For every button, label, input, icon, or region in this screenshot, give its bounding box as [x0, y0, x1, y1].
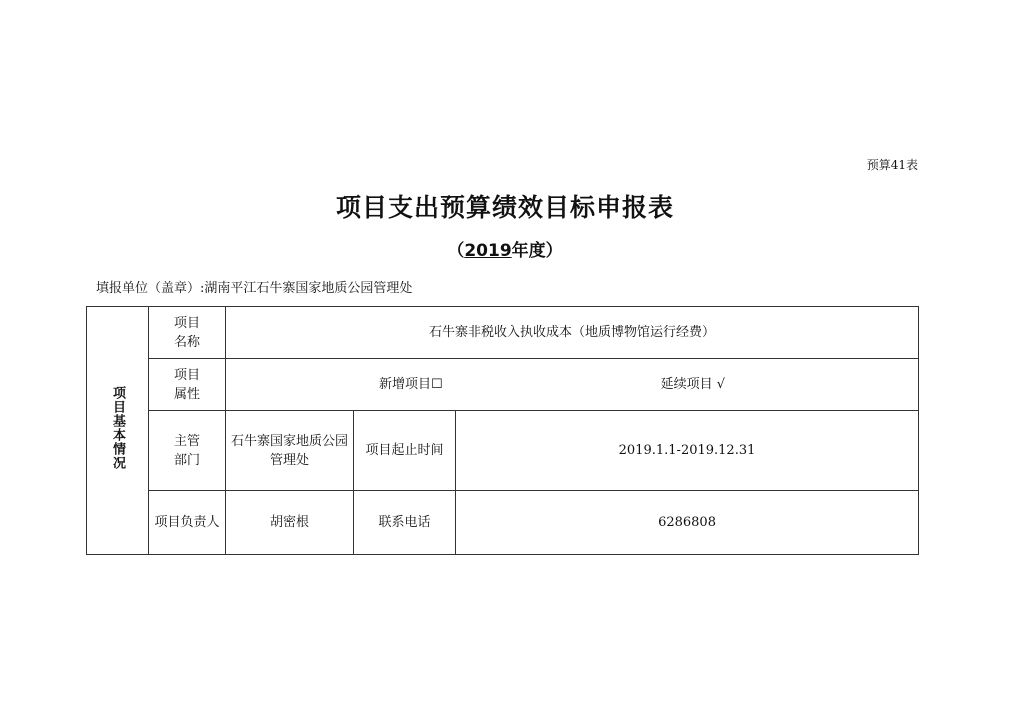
section-label-cell: [87, 307, 149, 555]
year-prefix: （: [447, 241, 465, 261]
checkmark-icon: √: [716, 377, 726, 392]
department-label-line2: 部门: [173, 452, 200, 468]
row-department: [87, 411, 919, 491]
page-title: 项目支出预算绩效目标申报表: [335, 193, 674, 222]
project-name-value: 石牛寨非税收入执收成本（地质博物馆运行经费）: [226, 307, 919, 359]
responsible-value: 胡密根: [226, 491, 354, 555]
phone-value: 6286808: [456, 491, 919, 555]
project-attr-value-cell: [226, 359, 919, 411]
row-project-name: [87, 307, 919, 359]
project-name-label-cell: [149, 307, 226, 359]
project-attr-label-line2: 属性: [173, 386, 200, 402]
new-project-label: 新增项目: [378, 377, 431, 392]
department-label-line1: 主管: [173, 433, 200, 449]
table-number: 预算41表: [866, 158, 918, 172]
section-label: 项目基本情况: [110, 385, 125, 470]
reporting-unit-value: 湖南平江石牛寨国家地质公园管理处: [204, 281, 413, 296]
project-attr-label-cell: [149, 359, 226, 411]
project-name-label-line1: 项目: [173, 315, 200, 331]
department-value: 石牛寨国家地质公园管理处: [226, 411, 354, 491]
year-value: 2019: [464, 241, 512, 261]
new-project-checkbox-icon: ☐: [430, 377, 443, 392]
year-suffix: 年度）: [511, 241, 563, 261]
continue-project-label: 延续项目: [660, 377, 713, 392]
project-name-label-line2: 名称: [173, 334, 200, 350]
project-attr-label-line1: 项目: [173, 367, 200, 383]
responsible-label: 项目负责人: [149, 491, 226, 555]
period-value: 2019.1.1-2019.12.31: [456, 411, 919, 491]
period-label: 项目起止时间: [354, 411, 456, 491]
year-line: [0, 236, 1010, 261]
project-info-table: [86, 306, 919, 555]
row-responsible: [87, 491, 919, 555]
continue-project-option: [661, 375, 725, 394]
department-label-cell: [149, 411, 226, 491]
reporting-unit: [96, 277, 412, 296]
new-project-option: [379, 375, 443, 394]
phone-label: 联系电话: [354, 491, 456, 555]
row-project-attribute: [87, 359, 919, 411]
reporting-unit-label: 填报单位（盖章）:: [96, 281, 205, 296]
